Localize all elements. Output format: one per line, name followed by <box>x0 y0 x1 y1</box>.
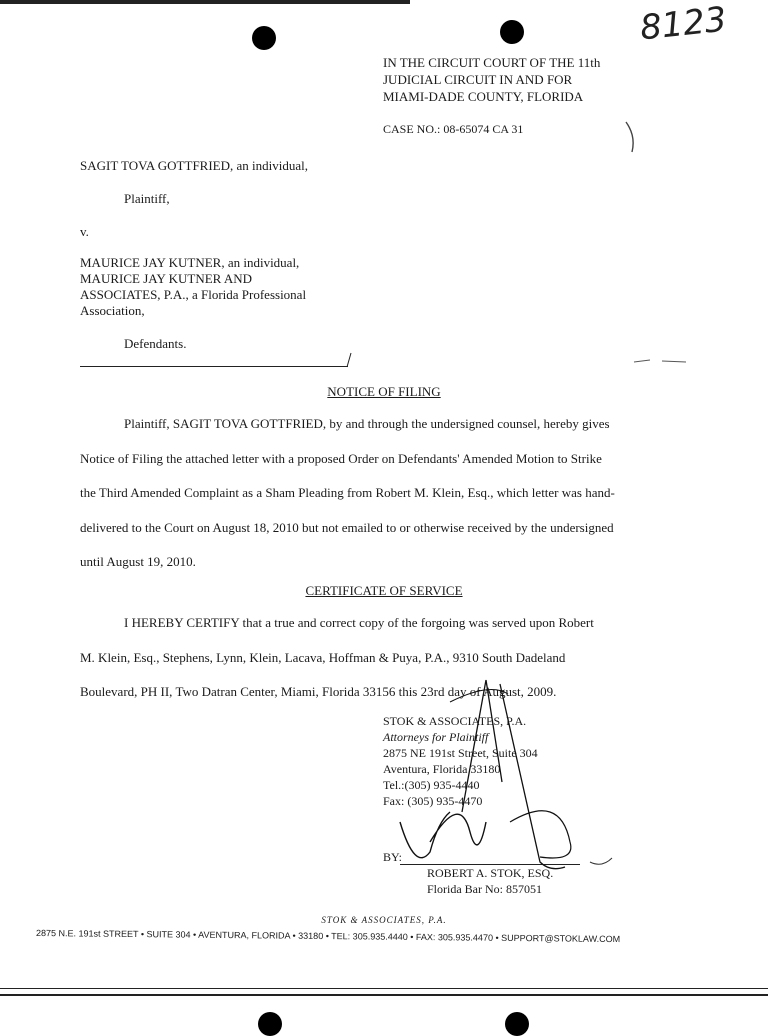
firm-fax: Fax: (305) 935-4470 <box>383 794 483 808</box>
margin-dash-mark <box>632 356 692 366</box>
attorneys-for: Attorneys for Plaintiff <box>383 730 489 744</box>
bottom-rule-1 <box>0 988 768 989</box>
bar-number: Florida Bar No: 857051 <box>427 882 542 896</box>
defendant-line-2: MAURICE JAY KUTNER AND <box>80 271 253 286</box>
caption-slash <box>344 352 354 368</box>
versus: v. <box>80 224 89 239</box>
plaintiff-name: SAGIT TOVA GOTTFRIED, an individual, <box>80 158 308 173</box>
court-line-3: MIAMI-DADE COUNTY, FLORIDA <box>383 89 584 104</box>
notice-heading: NOTICE OF FILING <box>327 384 441 399</box>
court-line-1: IN THE CIRCUIT COURT OF THE 11th <box>383 55 601 70</box>
punch-hole-top-right <box>500 20 524 44</box>
firm-telephone: Tel.:(305) 935-4440 <box>383 778 480 792</box>
top-scan-bar <box>0 0 410 4</box>
firm-name: STOK & ASSOCIATES, P.A. <box>383 714 527 728</box>
certificate-line: I HEREBY CERTIFY that a true and correct copy of the forgoing was served upon Robert <box>124 615 594 630</box>
notice-line: Notice of Filing the attached letter with a proposed Order on Defendants' Amended Motion to Strike <box>80 450 602 466</box>
caption-divider <box>80 366 348 367</box>
notice-line: the Third Amended Complaint as a Sham Pleading from Robert M. Klein, Esq., which letter was hand- <box>80 485 615 500</box>
notice-line: until August 19, 2010. <box>80 554 196 569</box>
bottom-rule-2 <box>0 994 768 996</box>
defendant-line-3: ASSOCIATES, P.A., a Florida Professional <box>80 287 307 302</box>
defendant-line-4: Association, <box>80 303 145 318</box>
firm-address-1: 2875 NE 191st Street, Suite 304 <box>383 746 538 760</box>
footer-company: STOK & ASSOCIATES, P.A. <box>321 915 447 925</box>
certificate-heading: CERTIFICATE OF SERVICE <box>305 583 463 598</box>
firm-address-2: Aventura, Florida 33180 <box>383 762 501 776</box>
punch-hole-bottom-right <box>505 1012 529 1036</box>
footer-address: 2875 N.E. 191st STREET • SUITE 304 • AVENTURA, FLORIDA • 33180 • TEL: 305.935.4440 • FAX: 305.935.4470 • SUPPORT@STOKLAW.COM <box>35 928 621 945</box>
handwritten-signature <box>390 672 620 882</box>
certificate-line: M. Klein, Esq., Stephens, Lynn, Klein, Lacava, Hoffman & Puya, P.A., 9310 South Dadeland <box>80 649 566 665</box>
case-number: CASE NO.: 08-65074 CA 31 <box>383 122 524 136</box>
punch-hole-top-left <box>252 26 276 50</box>
handwritten-number: 8123 <box>638 0 729 49</box>
margin-bracket-mark <box>622 118 642 158</box>
notice-line: Plaintiff, SAGIT TOVA GOTTFRIED, by and through the undersigned counsel, hereby gives <box>124 416 610 431</box>
by-label: BY: <box>383 850 402 864</box>
plaintiff-role: Plaintiff, <box>124 191 170 206</box>
punch-hole-bottom-left <box>258 1012 282 1036</box>
defendant-line-1: MAURICE JAY KUTNER, an individual, <box>80 255 300 270</box>
defendants-role: Defendants. <box>124 336 187 351</box>
court-line-2: JUDICIAL CIRCUIT IN AND FOR <box>383 72 573 87</box>
certificate-line: Boulevard, PH II, Two Datran Center, Miami, Florida 33156 this 23rd day of August, 2009. <box>80 684 557 699</box>
notice-paragraph <box>80 407 688 580</box>
attorney-name: ROBERT A. STOK, ESQ. <box>427 866 554 880</box>
notice-line: delivered to the Court on August 18, 2010 but not emailed to or otherwise received by the undersigned <box>80 519 614 535</box>
